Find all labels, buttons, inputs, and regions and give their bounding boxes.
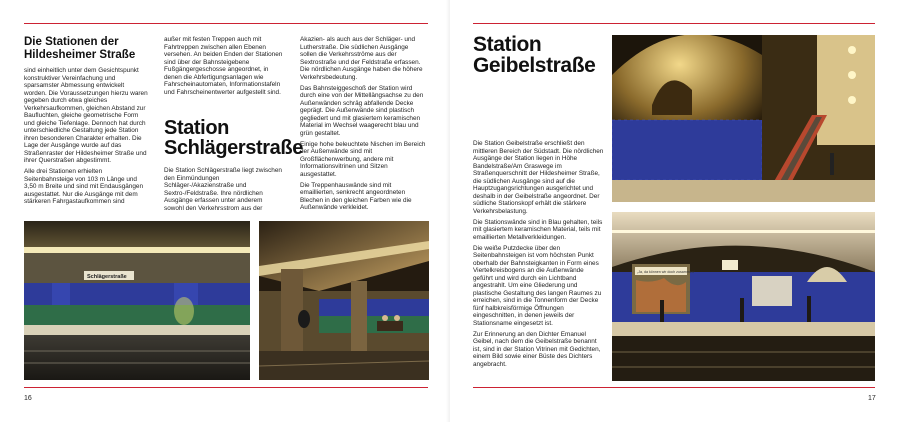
top-rule (473, 23, 875, 24)
photo-schlaegerstrasse-columns (259, 221, 429, 380)
paragraph: sind einheitlich unter dem Gesichtspunkt konstruktiver Vereinfachung und sparsamster Abmessung entwickelt worden. Die Voraussetzungen hierzu waren gegeben durch etwa gleiches Verkehrsaufkommen, gleichen Abstand zur Baufluchten, gleiche geometrische Form und gleiche Tiefenlage. Dennoch hat durch unterschiedliche Gestaltung jede Station ihren besonderen Charakter erhalten. Die Lage der Ausgänge wurde auf das Straßenraster der Hildesheimer Straße und ihrer Querstraßen abgestimmt. (24, 67, 148, 164)
page-number: 17 (868, 395, 876, 402)
paragraph: Einige hohe beleuchtete Nischen im Bereich der Außenwände sind mit Großflächenwerbung, andere mit Informationsvitrinen und Sitzen ausgestattet. (300, 140, 426, 178)
right-page (450, 0, 900, 422)
paragraph: Die Treppenhauswände sind mit emaillierten, senkrecht angeordneten Blechen in den gleichen Farben wie die Außenwände verkleidet. (300, 181, 412, 211)
paragraph: außer mit festen Treppen auch mit Fahrtreppen zwischen allen Ebenen versehen. An beiden Enden der Stationen sind über der Bahnsteigebene Fußgängergeschosse angeordnet, in denen die Abfertigungsanlagen wie Fahrscheinautomaten, Informationstafeln und Fahrscheinentwerter aufgestellt sind. (164, 36, 283, 96)
photo-geibelstrasse-vault (612, 35, 875, 202)
paragraph: Zur Erinnerung an den Dichter Emanuel Geibel, nach dem die Geibelstraße benannt ist, sind in der Station Vitrinen mit Gedichten, einem Bild sowie einer Büste des Dichters angebracht. (473, 330, 601, 368)
platform-illustration (24, 221, 250, 380)
platform-mural-illustration (612, 212, 875, 381)
column-intro (24, 36, 148, 209)
photo-schlaegerstrasse-platform (24, 221, 250, 380)
vault-illustration (612, 35, 875, 202)
section-heading-hildesheimer: Die Stationen der Hildesheimer Straße (24, 36, 136, 61)
page-number: 16 (24, 395, 32, 402)
paragraph: Alle drei Stationen erhielten Seitenbahnsteige von 103 m Länge und 3,50 m Breite und sind mit Endausgängen ausgestattet. Nur die Ausgänge mit dem stärkeren Fahrgastaufkommen sind (24, 168, 144, 205)
section-heading-schlaegerstrasse: Station Schlägerstraße (164, 117, 303, 159)
column-geibel (473, 34, 605, 372)
station-sign: Schlägerstraße (87, 274, 127, 280)
photo-geibelstrasse-platform (612, 212, 875, 381)
section-heading-geibelstrasse: Station Geibelstraße (473, 33, 596, 77)
top-rule (24, 23, 428, 24)
bottom-rule (24, 387, 428, 388)
paragraph: Die Stationswände sind in Blau gehalten, teils mit glasiertem keramischen Material, teils mit emaillierten Metallverkleidungen. (473, 218, 603, 241)
column-schlaeger-intro (164, 36, 303, 216)
mural-caption: „Ja, da können wir doch zusammen“ (637, 270, 695, 274)
bottom-rule (473, 387, 875, 388)
paragraph: Das Bahnsteiggeschoß der Station wird durch eine von der Mittellängsachse zu den Außenwänden schräg abfallende Decke geprägt. Die Außenwände sind plastisch gegliedert und mit glasiertem keramischen Material im Wechsel waagerecht blau und grün gestaltet. (300, 84, 424, 137)
paragraph: Die Station Schlägerstraße liegt zwischen den Einmündungen Schläger-/Akazienstraße und Sextro-/Feldstraße. Ihre nördlichen Ausgänge erfassen unter anderem sowohl den Verkehrsstrom aus der (164, 167, 282, 212)
paragraph: Die weiße Putzdecke über den Seitenbahnsteigen ist vom höchsten Punkt oberhalb der Bahnsteigkanten in Form eines Viertelkreisbogens an die Außenwände geführt und wird durch ein Lichtband angestrahlt. Um eine Gliederung und plastische Gestaltung des langen Raumes zu erreichen, sind in die Tonnenform der Decke fünf halbkreisförmige Öffnungen eingeschnitten, in denen jeweils der Stationsname eingesetzt ist. (473, 244, 602, 327)
column-schlaeger-details (300, 36, 426, 215)
paragraph: Akazien- als auch aus der Schläger- und Lutherstraße. Die südlichen Ausgänge sollen die Verkehrsströme aus der Sextrostraße und der Feldstraße erfassen. Die nördlichen Ausgänge haben die höhere Verkehrsbedeutung. (300, 36, 423, 81)
paragraph: Die Station Geibelstraße erschließt den mittleren Bereich der Südstadt. Die nördlichen Ausgänge der Station liegen in Höhe Bandelstraße/Am Graswege im Straßenquerschnitt der Hildesheimer Straße, die südlichen Ausgänge sind auf die Hauptzugangsrichtungen ausgerichtet und deshalb in der Geibelstraße angeordnet. Der südliche Stationskopf erhält die stärkere Verkehrsbelastung. (473, 140, 604, 215)
columns-illustration (259, 221, 429, 380)
